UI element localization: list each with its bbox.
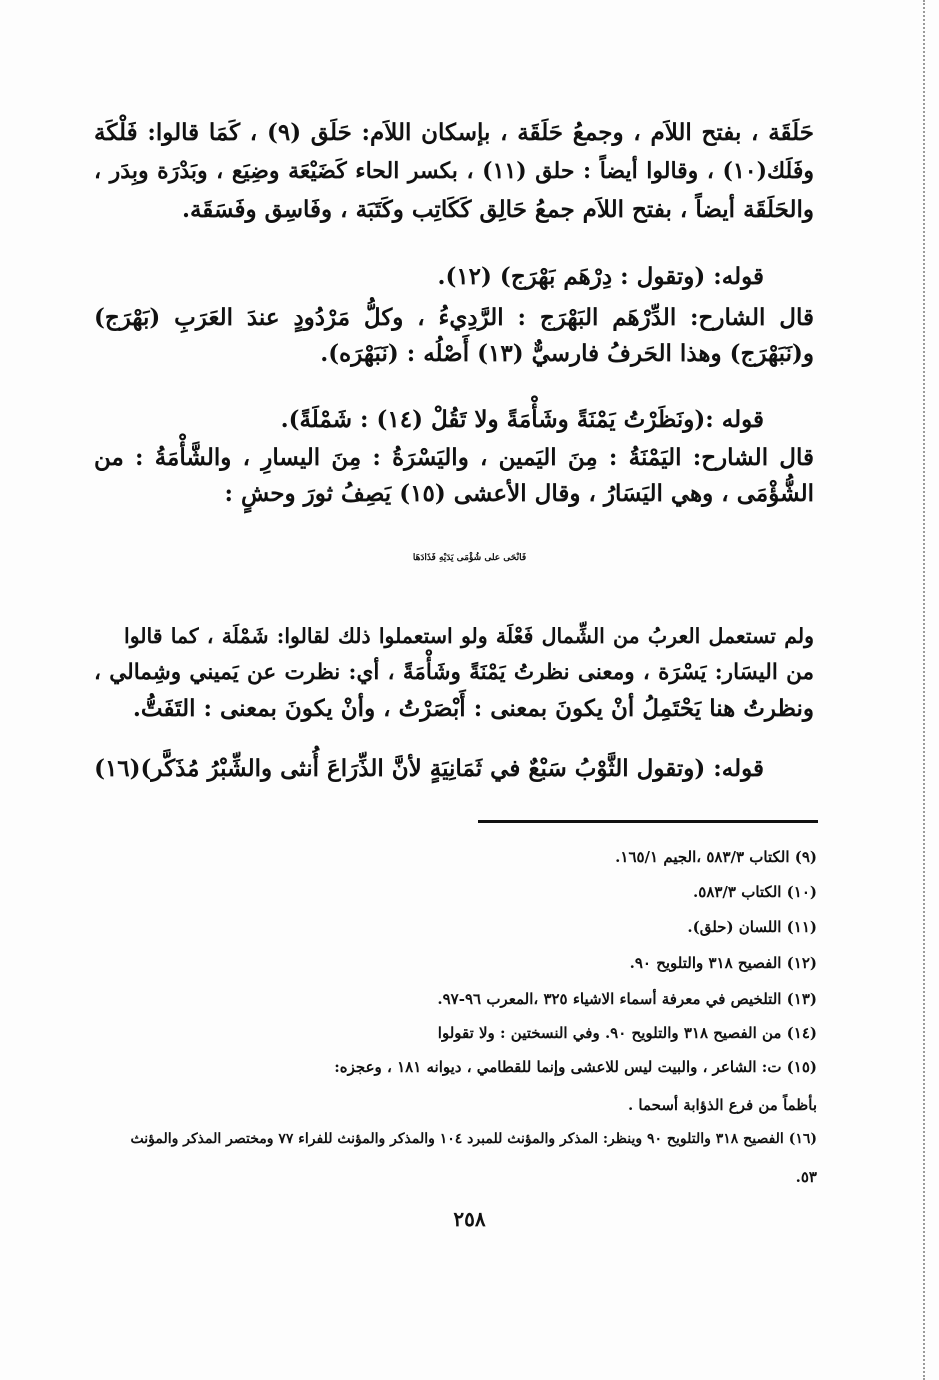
body-line: ولم تستعمل العربُ من الشِّمال فَعْلَة ولو استعملوا ذلك لقالوا: شَمْلَة ، كما قالوا (124, 624, 814, 648)
footnote-separator (478, 820, 818, 823)
footnote: (٩) الكتاب ٥٨٣/٣ ،الجيم ١٦٥/١. (615, 848, 817, 866)
page-edge-dotted-border (923, 0, 925, 1380)
footnote: (١١) اللسان (حلق). (687, 918, 817, 936)
footnote: (١٥) ت: الشاعر ، والبيت ليس للاعشى وإنما للقطامي ، ديوانه ١٨١ ، وعجزه: (334, 1058, 817, 1076)
body-line: الشُّؤْمَى ، وهي اليَسَارُ ، وقال الأعشى (١٥) يَصِفُ ثورَ وحشٍ : (224, 480, 814, 507)
body-line: ونظرتُ هنا يَحْتَمِلُ أنْ يكونَ بمعنى : أَبْصَرْتُ ، وأنْ يكونَ بمعنى : التَفَتُّ. (132, 695, 814, 722)
footnote: (١٠) الكتاب ٥٨٣/٣. (693, 883, 817, 901)
quote-line: قوله: (وتقول الثَّوْبُ سَبْعٌ في ثَمَانِيَةٍ لأنَّ الذِّرَاعَ أُنثى والشِّبْرُ مُذَكَّر)(١٦) (94, 755, 764, 782)
body-line: وفَلَك(١٠) ، وقالوا أيضاً : حلق (١١) ، بكسر الحاء كَضَيْعَة وضِيَع ، وبَدْرَة وبِدَر ، (94, 158, 814, 184)
footnote: (١٣) التلخيص في معرفة أسماء الاشياء ٣٢٥ ،المعرب ٩٦-٩٧. (437, 990, 817, 1008)
body-line: قال الشارح: اليَمْنَةُ : مِنَ اليَمين ، واليَسْرَةُ : مِنَ اليسارِ ، والشَّأْمَةُ : من (94, 444, 814, 471)
page-number: ٢٥٨ (453, 1207, 486, 1231)
body-line: والحَلَقَة أيضاً ، بفتح اللاَم جمعُ حَالِق كَكَاتِب وكَتَبَة ، وفَاسِق وفَسَقَة. (181, 196, 814, 223)
body-line: حَلَقَة ، بفتح اللاَم ، وجمعُ حَلَقَة ، بإسكان اللاَم: حَلَق (٩) ، كَمَا قالوا: فَلْكَة (94, 119, 814, 146)
body-line: من اليسَار: يَسْرَة ، ومعنى نظرتُ يَمْنَةً وشَأْمَةً ، أي: نظرت عن يَميني وشِمالي ، (94, 660, 814, 685)
footnote: (١٦) الفصيح ٣١٨ والتلويح ٩٠ وينظر: المذكر والمؤنث للمبرد ١٠٤ والمذكر والمؤنث للفراء ٧٧ ومختصر المذكر والمؤنث (130, 1131, 817, 1147)
quote-line: قوله :(ونَظَرْتُ يَمْنَةً وشَأْمَةً ولا تَقُلْ (١٤) : شَمْلَةً). (280, 406, 764, 433)
footnote: (١٤) من الفصيح ٣١٨ والتلويح ٩٠. وفي النسختين : ولا تقولوا (437, 1024, 817, 1042)
quote-line: قوله: (وتقول : دِرْهَم بَهْرَج) (١٢). (437, 263, 764, 290)
footnote-continuation: ٥٣. (795, 1168, 817, 1186)
footnote-continuation: بأظماً من فرع الذؤابة أسحما . (627, 1096, 817, 1114)
body-line: و(نَبَهْرَج) وهذا الحَرفُ فارسيٌّ (١٣) أَصْلُه : (نَبَهْرَه). (320, 340, 814, 367)
footnote: (١٢) الفصيح ٣١٨ والتلويح ٩٠. (629, 954, 817, 972)
body-line: قال الشارح: الدِّرْهَم البَهْرَج : الرَّدِيءُ ، وكلُّ مَرْدُودٍ عندَ العَرَبِ (بَهْرَج) (94, 304, 814, 331)
poem-verse: فَانْحَى على شُؤْمَى يَدَيْهِ فَذَادَهَا (412, 553, 527, 563)
